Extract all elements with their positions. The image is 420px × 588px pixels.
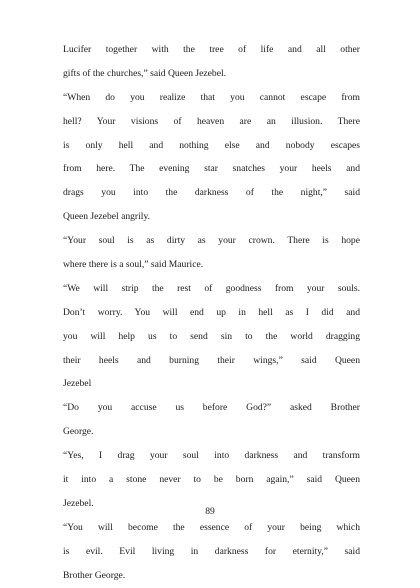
text-line: drags you into the darkness of the night,” said [63, 187, 360, 199]
text-line: “Do you accuse us before God?” asked Brother [63, 402, 360, 414]
text-line: “We will strip the rest of goodness from your souls. [63, 282, 360, 294]
text-line: Queen Jezebel angrily. [63, 211, 151, 223]
text-line: “Yes, I drag your soul into darkness and transform [63, 450, 360, 462]
text-line: gifts of the churches,” said Queen Jezebel. [63, 67, 227, 79]
text-line: from here. The evening star snatches your heels and [63, 163, 360, 175]
text-line: “You will become the essence of your being which [63, 521, 360, 533]
text-line: Jezebel [63, 378, 92, 390]
text-line: “Your soul is as dirty as your crown. There is hope [63, 235, 360, 247]
text-line: George. [63, 426, 94, 438]
text-line: hell? Your visions of heaven are an illusion. There [63, 115, 360, 127]
text-line: Jezebel. [63, 497, 94, 509]
text-line: it into a stone never to be born again,” said Queen [63, 474, 360, 486]
text-line: “When do you realize that you cannot escape from [63, 91, 360, 103]
text-line: is only hell and nothing else and nobody escapes [63, 139, 360, 151]
text-line: Don’t worry. You will end up in hell as I did and [63, 306, 360, 318]
text-line: you will help us to send sin to the world dragging [63, 330, 360, 342]
page-number: 89 [205, 506, 215, 517]
text-line: their heels and burning their wings,” said Queen [63, 354, 360, 366]
text-line: is evil. Evil living in darkness for eternity,” said [63, 545, 360, 557]
text-line: where there is a soul,” said Maurice. [63, 259, 204, 271]
text-line: Brother George. [63, 569, 126, 581]
text-line: Lucifer together with the tree of life and all other [63, 44, 360, 55]
